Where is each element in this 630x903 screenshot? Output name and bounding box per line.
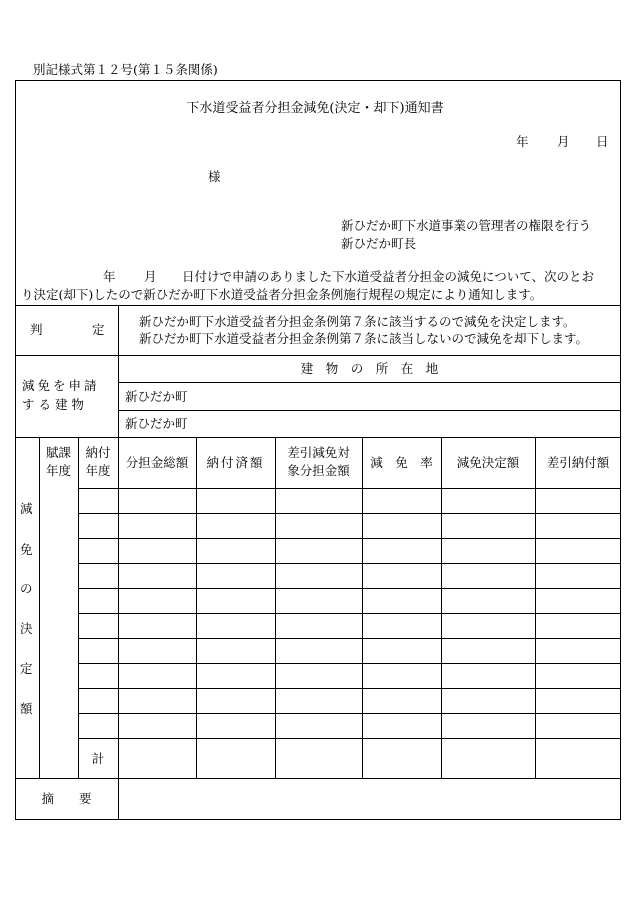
rule (78, 688, 621, 689)
rule (118, 437, 119, 778)
col-payment-year-1: 納付 (85, 445, 111, 460)
issuer-line2: 新ひだか町長 (341, 236, 417, 251)
col-fiscal-year-2: 年度 (45, 463, 71, 478)
rule (78, 563, 621, 564)
total-label: 計 (91, 751, 105, 766)
rule (118, 778, 119, 820)
rule (15, 437, 621, 438)
judgment-option-reject: 新ひだか町下水道受益者分担金条例第７条に該当しないので減免を却下します。 (139, 331, 589, 346)
judgment-option-approve: 新ひだか町下水道受益者分担金条例第７条に該当するので減免を決定します。 (139, 314, 576, 329)
rule (362, 437, 363, 778)
rule (118, 382, 621, 383)
col-net-payment: 差引納付額 (546, 455, 610, 470)
date-month: 月 (557, 134, 570, 149)
col-target-2: 象分担金額 (287, 463, 350, 478)
rule (78, 538, 621, 539)
judgment-label-b: 定 (92, 322, 105, 337)
rule (118, 410, 621, 411)
building-row-1: 新ひだか町 (125, 389, 188, 404)
rule (196, 437, 197, 778)
rule (275, 437, 276, 778)
rule (78, 437, 79, 778)
side-label-char: 決 (20, 621, 33, 636)
building-location-header: 建 物 の 所 在 地 (300, 361, 439, 376)
col-payment-year-2: 年度 (85, 463, 111, 478)
col-decided: 減免決定額 (456, 455, 520, 470)
side-label-char: 定 (20, 661, 33, 676)
rule (78, 713, 621, 714)
rule (78, 638, 621, 639)
remarks-label: 摘 要 (41, 791, 92, 806)
issuer-line1: 新ひだか町下水道事業の管理者の権限を行う (341, 218, 592, 233)
rule (15, 355, 621, 356)
building-label-line1: 減免を申請 (22, 378, 100, 393)
col-rate: 減 免 率 (370, 455, 433, 470)
body-year: 年 (103, 269, 116, 284)
side-label-char: 免 (20, 542, 33, 557)
addressee-suffix: 様 (208, 169, 221, 184)
judgment-label-a: 判 (30, 322, 43, 337)
rule (78, 513, 621, 514)
document-title: 下水道受益者分担金減免(決定・却下)通知書 (186, 101, 444, 116)
side-label-char: 額 (20, 701, 33, 716)
rule (15, 778, 621, 779)
date-day: 日 (596, 134, 609, 149)
col-fiscal-year-1: 賦課 (45, 445, 71, 460)
building-label-line2: す る 建 物 (22, 397, 84, 412)
col-target-1: 差引減免対 (287, 445, 350, 460)
rule (78, 488, 621, 489)
rule (535, 437, 536, 778)
side-label-char: 減 (20, 501, 33, 516)
rule (78, 738, 621, 739)
side-label-char: の (20, 581, 33, 596)
form-number: 別記様式第１２号(第１５条関係) (33, 62, 218, 77)
col-total: 分担金総額 (125, 455, 189, 470)
building-row-2: 新ひだか町 (125, 416, 188, 431)
rule (78, 613, 621, 614)
body-line2: り決定(却下)したので新ひだか町下水道受益者分担金条例施行規程の規定により通知します。 (21, 287, 543, 302)
rule (39, 437, 40, 778)
rule (15, 305, 621, 306)
rule (441, 437, 442, 778)
body-line1: 日付けで申請のありました下水道受益者分担金の減免について、次のとお (182, 269, 595, 284)
rule (78, 588, 621, 589)
date-year: 年 (516, 134, 529, 149)
col-paid: 納付済額 (206, 455, 265, 470)
rule (78, 663, 621, 664)
body-month: 月 (144, 269, 157, 284)
